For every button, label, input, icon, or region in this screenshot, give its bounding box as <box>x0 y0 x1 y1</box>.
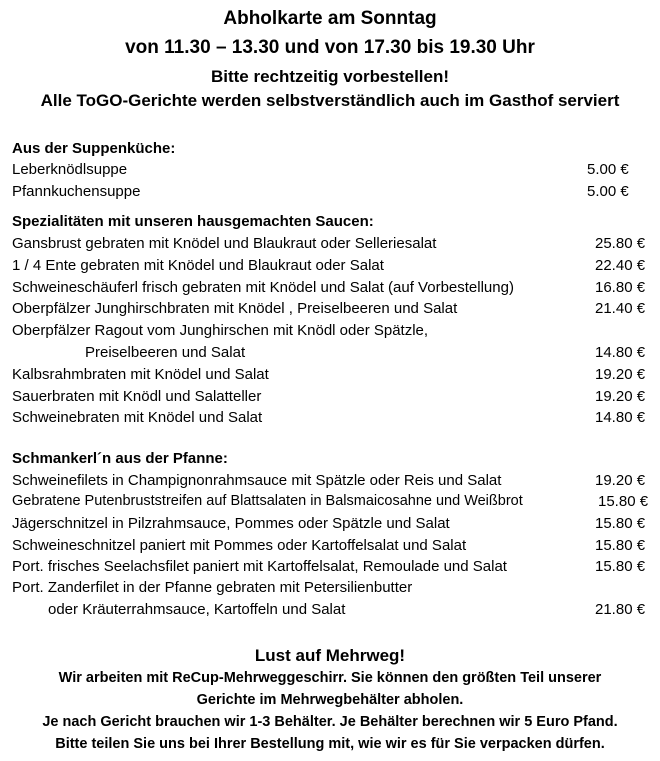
menu-item-name: Schweineschäuferl frisch gebraten mit Knödel und Salat (auf Vorbestellung) <box>12 279 514 296</box>
menu-item-name: 1 / 4 Ente gebraten mit Knödel und Blaukraut oder Salat <box>12 257 384 274</box>
menu-item-name: Port. Zanderfilet in der Pfanne gebraten mit Petersilienbutter <box>12 579 413 596</box>
menu-item-price: 19.20 € <box>595 472 646 489</box>
section-heading-specialties: Spezialitäten mit unseren hausgemachten Saucen: <box>12 213 374 230</box>
menu-item-name: Oberpfälzer Junghirschbraten mit Knödel , Preiselbeeren und Salat <box>12 300 458 317</box>
menu-item-name: Gebratene Putenbruststreifen auf Blattsalaten in Balsmaicosahne und Weißbrot <box>12 493 523 509</box>
menu-item-name: Pfannkuchensuppe <box>12 183 141 200</box>
reuse-title: Lust auf Mehrweg! <box>254 646 406 665</box>
menu-item-price: 15.80 € <box>595 537 646 554</box>
menu-item-price: 14.80 € <box>595 409 646 426</box>
reuse-text-line: Bitte teilen Sie uns bei Ihrer Bestellung mit, wie wir es für Sie verpacken dürfen. <box>55 736 605 752</box>
section-heading-soups: Aus der Suppenküche: <box>12 140 176 157</box>
menu-item-price: 22.40 € <box>595 257 646 274</box>
opening-times: von 11.30 – 13.30 und von 17.30 bis 19.30 Uhr <box>125 37 535 58</box>
preorder-note: Bitte rechtzeitig vorbestellen! <box>210 67 450 86</box>
menu-item-name: Oberpfälzer Ragout vom Junghirschen mit Knödl oder Spätzle, <box>12 322 429 339</box>
menu-item-name-continued: oder Kräuterrahmsauce, Kartoffeln und Salat <box>48 601 346 618</box>
menu-item-price: 5.00 € <box>587 183 629 200</box>
menu-item-name-continued: Preiselbeeren und Salat <box>85 344 246 361</box>
menu-item-name: Schweineschnitzel paniert mit Pommes oder Kartoffelsalat und Salat <box>12 537 467 554</box>
menu-item-name: Schweinebraten mit Knödel und Salat <box>12 409 263 426</box>
menu-item-name: Kalbsrahmbraten mit Knödel und Salat <box>12 366 269 383</box>
service-note: Alle ToGO-Gerichte werden selbstverständlich auch im Gasthof serviert <box>40 91 620 110</box>
reuse-text-line: Wir arbeiten mit ReCup-Mehrweggeschirr. Sie können den größten Teil unserer <box>58 670 602 686</box>
reuse-text-line: Je nach Gericht brauchen wir 1-3 Behälter. Je Behälter berechnen wir 5 Euro Pfand. <box>42 714 618 730</box>
menu-item-price: 15.80 € <box>595 515 646 532</box>
menu-item-price: 15.80 € <box>598 493 649 510</box>
menu-item-name: Sauerbraten mit Knödl und Salatteller <box>12 388 262 405</box>
menu-item-price: 14.80 € <box>595 344 646 361</box>
menu-item-name: Leberknödlsuppe <box>12 161 128 178</box>
menu-item-price: 19.20 € <box>595 366 646 383</box>
menu-item-price: 15.80 € <box>595 558 646 575</box>
menu-item-price: 5.00 € <box>587 161 629 178</box>
menu-item-price: 16.80 € <box>595 279 646 296</box>
page-title: Abholkarte am Sonntag <box>223 8 437 29</box>
menu-item-price: 21.40 € <box>595 300 646 317</box>
menu-item-name: Port. frisches Seelachsfilet paniert mit Kartoffelsalat, Remoulade und Salat <box>12 558 507 575</box>
menu-item-price: 19.20 € <box>595 388 646 405</box>
menu-item-price: 25.80 € <box>595 235 646 252</box>
section-heading-pan: Schmankerl´n aus der Pfanne: <box>12 450 228 467</box>
menu-item-name: Gansbrust gebraten mit Knödel und Blaukraut oder Selleriesalat <box>12 235 437 252</box>
menu-item-price: 21.80 € <box>595 601 646 618</box>
menu-item-name: Schweinefilets in Champignonrahmsauce mit Spätzle oder Reis und Salat <box>12 472 502 489</box>
reuse-text-line: Gerichte im Mehrwegbehälter abholen. <box>196 692 464 708</box>
menu-item-name: Jägerschnitzel in Pilzrahmsauce, Pommes oder Spätzle und Salat <box>12 515 450 532</box>
